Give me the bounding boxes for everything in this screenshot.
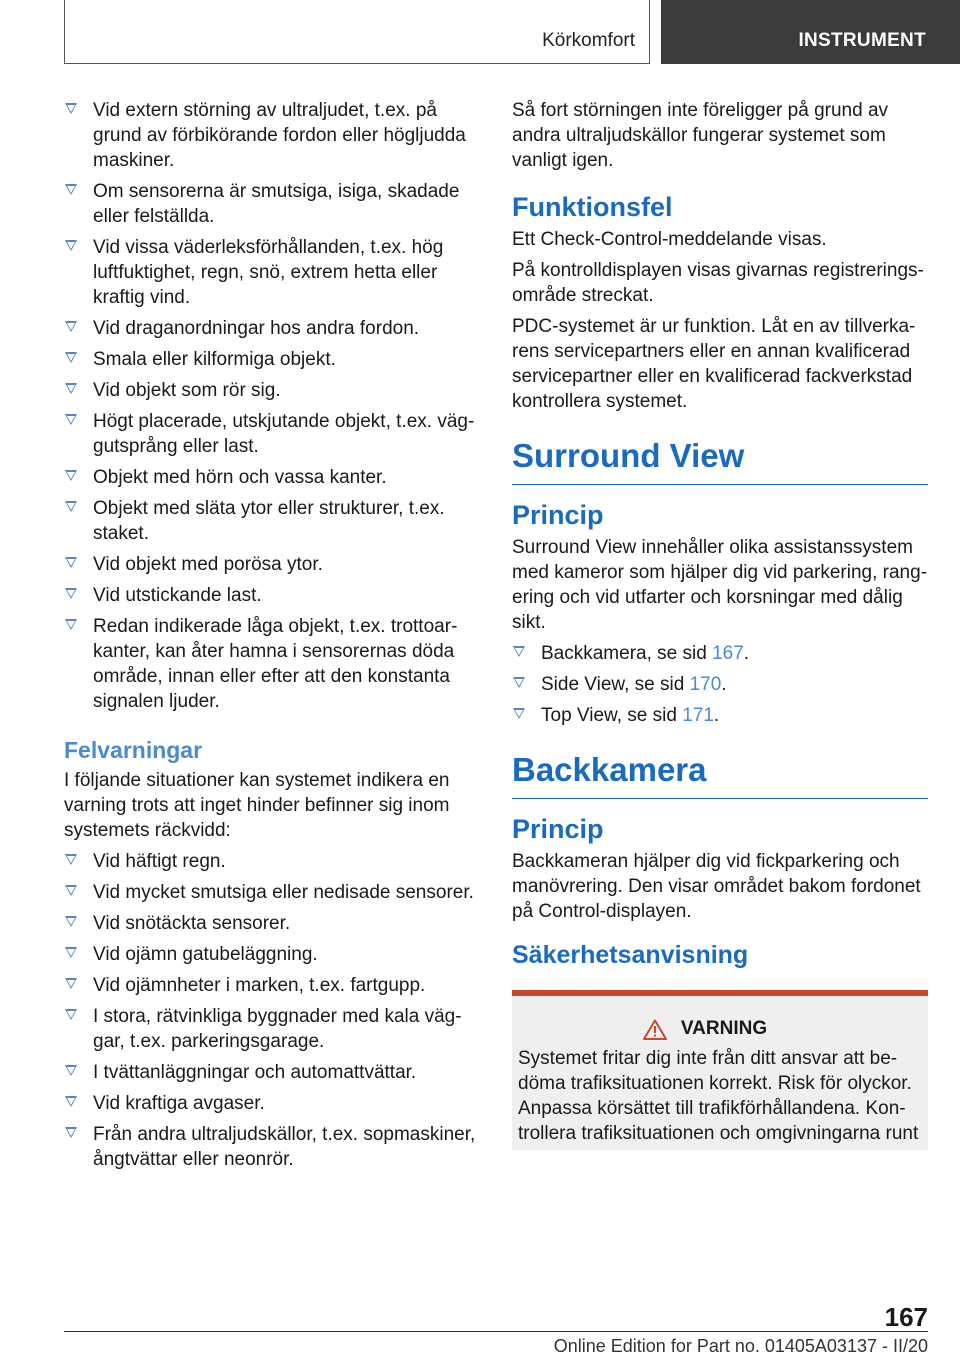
funktionsfel-p2: På kontrolldisplayen visas givarnas registreringsområde streckat.	[512, 260, 924, 306]
list-item	[64, 614, 480, 714]
list-item-text: Vid draganordningar hos andra fordon.	[93, 318, 420, 339]
bullet-triangle-icon	[65, 352, 77, 363]
list-item-text: Vid ojämnheter i marken, t.ex. fartgupp.	[93, 975, 426, 996]
list-item-text: Vid vissa väderleksförhållanden, t.ex. hög luftfuktighet, regn, snö, extrem hetta eller kraftig vind.	[93, 237, 444, 308]
funktionsfel-p1: Ett Check-Control-meddelande visas.	[512, 229, 827, 250]
list-item-text: Vid utstickande last.	[93, 585, 262, 606]
list-item	[64, 1091, 480, 1116]
backkamera-princip-text: Backkameran hjälper dig vid fickparkering och manövrering. Den visar området bakom fordonet på Control-displayen.	[512, 851, 921, 922]
bullet-triangle-icon	[65, 619, 77, 630]
list-item	[64, 1122, 480, 1172]
list-item	[64, 583, 480, 608]
list-item	[64, 179, 480, 229]
sakerhet-heading: Säkerhetsanvisning	[512, 941, 749, 969]
page-reference-link[interactable]: 170	[689, 674, 722, 695]
list-item	[64, 235, 480, 310]
bullet-triangle-icon	[65, 1127, 77, 1138]
list-item	[64, 973, 480, 998]
list-item-text: Vid kraftiga avgaser.	[93, 1093, 265, 1114]
right-column	[512, 98, 928, 1150]
bullet-triangle-icon	[513, 677, 525, 688]
bullet-triangle-icon	[65, 501, 77, 512]
surround-princip-heading: Princip	[512, 500, 604, 530]
bullet-triangle-icon	[513, 646, 525, 657]
header-section-title: Körkomfort	[542, 30, 635, 51]
bullet-triangle-icon	[65, 1009, 77, 1020]
bullet-triangle-icon	[65, 854, 77, 865]
bullet-triangle-icon	[65, 885, 77, 896]
list-item-text: Om sensorerna är smutsiga, isiga, skadade eller felställda.	[93, 181, 460, 227]
list-item-text: Vid objekt som rör sig.	[93, 380, 281, 401]
bullet-triangle-icon	[65, 947, 77, 958]
list-item-text: Objekt med släta ytor eller strukturer, t.ex. staket.	[93, 498, 445, 544]
list-item: Top View, se sid 171.	[512, 703, 928, 728]
list-item	[64, 378, 480, 403]
list-item-text: Vid snötäckta sensorer.	[93, 913, 291, 934]
bullet-triangle-icon	[65, 184, 77, 195]
warning-text: Systemet fritar dig inte från ditt ansvar att bedöma trafiksituationen korrekt. Risk för olyckor. Anpassa körsättet till trafikförhållandena. Kontrollera trafiksituationen och omgivningarna runt	[518, 1048, 919, 1144]
list-item	[64, 1004, 480, 1054]
felvarningar-heading: Felvarningar	[64, 737, 203, 763]
list-item	[64, 347, 480, 372]
list-item-text: Vid objekt med porösa ytor.	[93, 554, 323, 575]
interference-outro: Så fort störningen inte föreligger på grund av andra ultraljudskällor fungerar systemet som vanligt igen.	[512, 100, 889, 171]
list-item-text: Vid häftigt regn.	[93, 851, 226, 872]
list-item	[64, 880, 480, 905]
list-item-text: Smala eller kilformiga objekt.	[93, 349, 336, 370]
page-number: 167	[884, 1302, 928, 1332]
list-item-text: Vid ojämn gatubeläggning.	[93, 944, 318, 965]
list-item-text: I tvättanläggningar och automattvättar.	[93, 1062, 417, 1083]
list-item	[64, 496, 480, 546]
bullet-triangle-icon	[65, 414, 77, 425]
bullet-triangle-icon	[65, 383, 77, 394]
footer-divider	[64, 1331, 928, 1332]
list-item-text: Top View, se sid	[541, 705, 683, 726]
list-item-text: Högt placerade, utskjutande objekt, t.ex. väggutsprång eller last.	[93, 411, 475, 457]
list-item-text: Objekt med hörn och vassa kanter.	[93, 467, 387, 488]
list-item-text: Redan indikerade låga objekt, t.ex. trottoarkanter, kan åter hamna i sensorernas döda område, innan eller efter att den konstanta signalen ljuder.	[93, 616, 458, 712]
bullet-triangle-icon	[65, 240, 77, 251]
bullet-triangle-icon	[513, 708, 525, 719]
backkamera-princip-heading: Princip	[512, 814, 604, 844]
bullet-triangle-icon	[65, 1065, 77, 1076]
bullet-triangle-icon	[65, 978, 77, 989]
list-item	[64, 911, 480, 936]
list-item-text: Vid mycket smutsiga eller nedisade sensorer.	[93, 882, 474, 903]
list-item	[64, 942, 480, 967]
funktionsfel-p3: PDC-systemet är ur funktion. Låt en av tillverkarens servicepartners eller en annan kvalificerad servicepartner eller en kvalificerad fackverkstad kontrollera systemet.	[512, 316, 916, 412]
warning-label: VARNING	[680, 1018, 768, 1039]
bullet-triangle-icon	[65, 1096, 77, 1107]
bullet-triangle-icon	[65, 916, 77, 927]
list-item	[64, 465, 480, 490]
list-item-text: I stora, rätvinkliga byggnader med kala väggar, t.ex. parkeringsgarage.	[93, 1006, 462, 1052]
list-item-text: Från andra ultraljudskällor, t.ex. sopmaskiner, ångtvättar eller neonrör.	[93, 1124, 476, 1170]
footer-edition: Online Edition for Part no. 01405A03137 - II/20	[553, 1336, 928, 1356]
felvarningar-intro: I följande situationer kan systemet indikera en varning trots att inget hinder befinner sig inom systemets räckvidd:	[64, 770, 450, 841]
false-warning-list	[64, 849, 480, 1172]
header-chapter-title: INSTRUMENT	[798, 30, 926, 51]
surround-princip-text: Surround View innehåller olika assistanssystem med kameror som hjälper dig vid parkering, rangering och vid utfarter och korsningar med dålig sikt.	[512, 537, 928, 633]
list-item	[64, 316, 480, 341]
list-item	[64, 552, 480, 577]
list-item	[64, 1060, 480, 1085]
list-item: Side View, se sid 170.	[512, 672, 928, 697]
list-item: Backkamera, se sid 167.	[512, 641, 928, 666]
warning-triangle-icon	[643, 1019, 667, 1040]
bullet-triangle-icon	[65, 470, 77, 481]
bullet-triangle-icon	[65, 588, 77, 599]
warning-box	[512, 990, 928, 1150]
bullet-triangle-icon	[65, 557, 77, 568]
funktionsfel-heading: Funktionsfel	[512, 192, 673, 222]
page-reference-link[interactable]: 171	[682, 705, 714, 726]
bullet-triangle-icon	[65, 103, 77, 114]
list-item	[64, 409, 480, 459]
backkamera-heading: Backkamera	[512, 750, 928, 799]
page-reference-link[interactable]: 167	[712, 643, 744, 664]
list-item	[64, 849, 480, 874]
surround-view-list	[512, 641, 928, 728]
left-column	[64, 98, 480, 1178]
surround-view-heading: Surround View	[512, 436, 928, 485]
list-item	[64, 98, 480, 173]
list-item-text: Side View, se sid	[541, 674, 690, 695]
list-item-text: Backkamera, se sid	[541, 643, 713, 664]
list-item-text: Vid extern störning av ultraljudet, t.ex. på grund av förbikörande fordon eller högljudda maskiner.	[93, 100, 466, 171]
bullet-triangle-icon	[65, 321, 77, 332]
interference-list	[64, 98, 480, 714]
